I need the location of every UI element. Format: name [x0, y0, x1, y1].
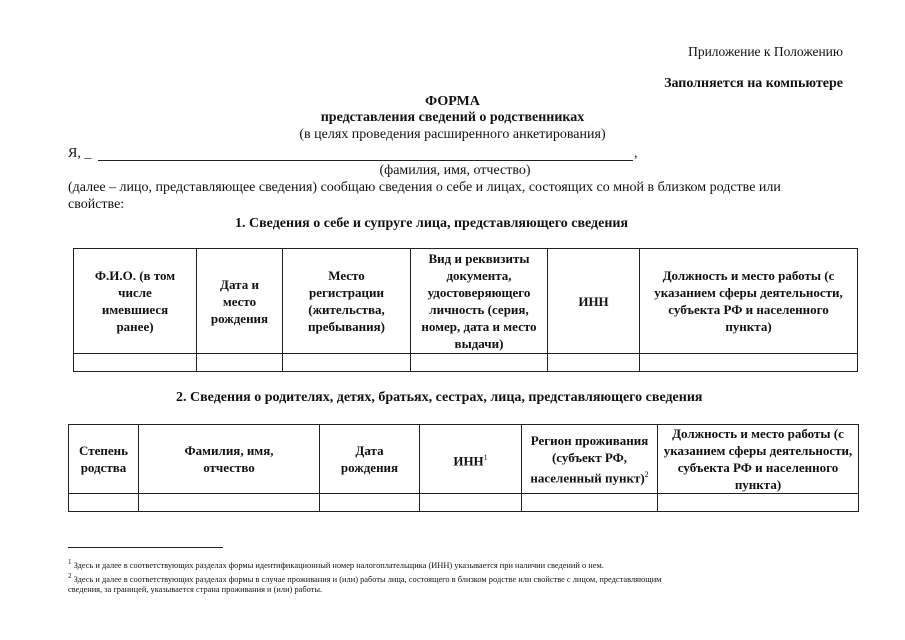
s2-region-label: Регион проживания (субъект РФ, населенный пункт): [530, 432, 649, 486]
intro-text-line1: (далее – лицо, представляющее сведения) сообщаю сведения о себе и лицах, состоящих со мной в близком родстве или: [68, 180, 781, 195]
s1-col-birth: Дата и место рождения: [197, 249, 283, 354]
cell[interactable]: [522, 494, 658, 512]
s1-col-registration: Место регистрации (жительства, пребывания): [283, 249, 411, 354]
s1-col-fio: Ф.И.О. (в том числе имевшиеся ранее): [74, 249, 197, 354]
cell[interactable]: [139, 494, 320, 512]
cell[interactable]: [640, 354, 858, 372]
s2-col-inn: [420, 425, 522, 494]
form-subtitle: представления сведений о родственниках: [320, 110, 585, 125]
table-row: [74, 354, 858, 372]
table-row: [69, 494, 859, 512]
form-title: ФОРМА: [425, 94, 480, 109]
footnote-2-cont: сведения, за границей, указывается страна проживания и (или) работы.: [68, 585, 323, 594]
footnote-separator: [68, 547, 223, 548]
appendix-note: Приложение к Положению: [688, 44, 843, 59]
cell[interactable]: [320, 494, 420, 512]
cell[interactable]: [69, 494, 139, 512]
cell[interactable]: [197, 354, 283, 372]
inn-footnote-ref: 1: [483, 452, 488, 462]
fill-note: Заполняется на компьютере: [664, 76, 843, 91]
intro-text-line2: свойстве:: [68, 197, 125, 212]
cell[interactable]: [283, 354, 411, 372]
s2-col-region: [522, 425, 658, 494]
s2-col-relation: Степень родства: [69, 425, 139, 494]
section1-title: 1. Сведения о себе и супруге лица, представляющего сведения: [235, 216, 629, 231]
cell[interactable]: [548, 354, 640, 372]
intro-prefix: Я, _: [68, 146, 92, 161]
s1-col-inn: ИНН: [548, 249, 640, 354]
cell[interactable]: [411, 354, 548, 372]
cell[interactable]: [420, 494, 522, 512]
s2-col-name: Фамилия, имя, отчество: [139, 425, 320, 494]
s1-col-job: Должность и место работы (с указанием сферы деятельности, субъекта РФ и населенного пункта): [640, 249, 858, 354]
fn1-mark: 1: [68, 558, 72, 566]
fn2-mark: 2: [68, 572, 72, 580]
region-footnote-ref: 2: [644, 469, 649, 479]
name-hint: (фамилия, имя, отчество): [379, 163, 531, 178]
intro-suffix: ,: [634, 146, 638, 161]
s2-col-birth: Дата рождения: [320, 425, 420, 494]
s2-inn-label: ИНН: [453, 453, 484, 469]
section2-title: 2. Сведения о родителях, детях, братьях, сестрах, лица, представляющего сведения: [176, 390, 703, 405]
name-fill-line[interactable]: [98, 160, 633, 161]
s2-col-job: Должность и место работы (с указанием сферы деятельности, субъекта РФ и населенного пункта): [658, 425, 859, 494]
form-purpose: (в целях проведения расширенного анкетирования): [299, 127, 606, 142]
fn2-text-line1: Здесь и далее в соответствующих разделах формы в случае проживания и (или) работы лица, состоящего в близком родстве или свойстве с лицом, представляющим: [73, 574, 662, 584]
s1-col-document: Вид и реквизиты документа, удостоверяющего личность (серия, номер, дата и место выдачи): [411, 249, 548, 354]
section1-table: [73, 248, 858, 372]
cell[interactable]: [658, 494, 859, 512]
fn1-text: Здесь и далее в соответствующих разделах формы идентификационный номер налогоплательщика (ИНН) указывается при наличии сведений о нем.: [73, 560, 604, 570]
section2-table: [68, 424, 859, 512]
cell[interactable]: [74, 354, 197, 372]
